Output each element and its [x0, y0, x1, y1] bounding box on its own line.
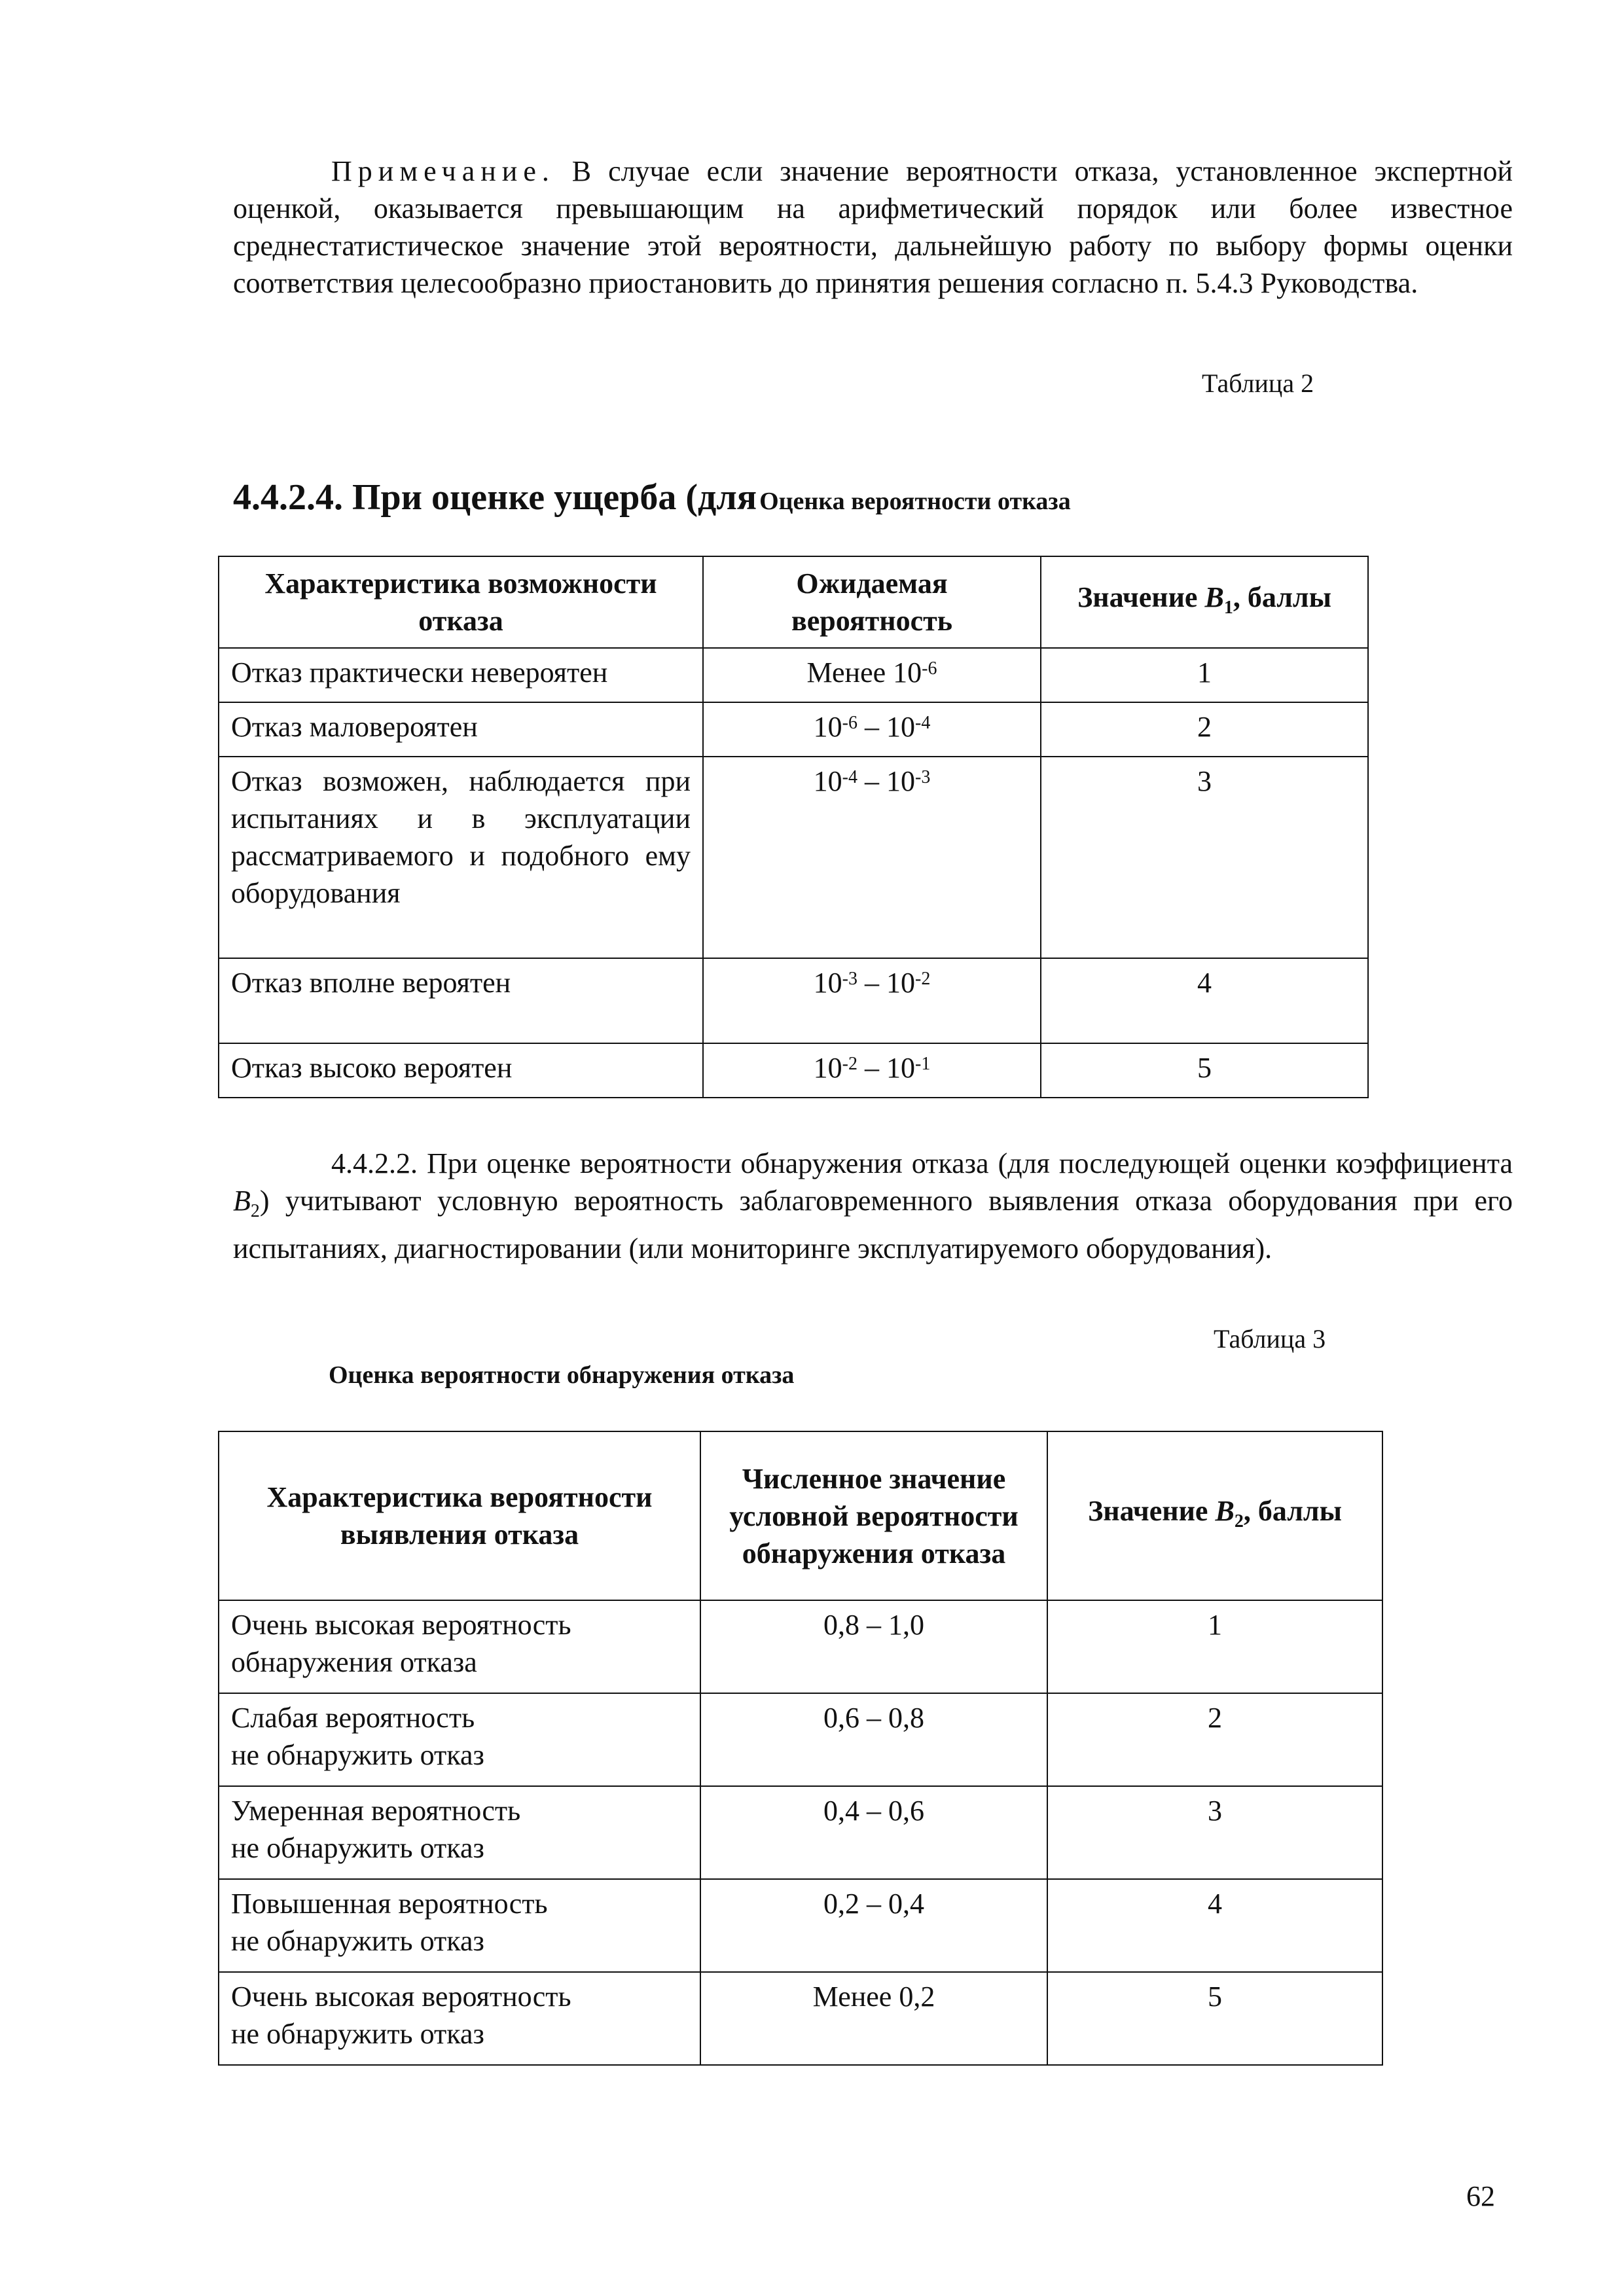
row-probability: $10^{-4} - 10^{-3}$ [703, 757, 1041, 958]
row-value: 0,6 – 0,8 [700, 1693, 1047, 1786]
table3-caption: Оценка вероятности обнаружения отказа [329, 1361, 795, 1389]
row-description: Отказ практически невероятен [219, 648, 703, 702]
table-row [219, 702, 1368, 757]
table2-header-probability: Ожидаемая вероятность [703, 556, 1041, 648]
table2-header-row [219, 556, 1368, 648]
row-description: Повышенная вероятность не обнаружить отказ [219, 1879, 700, 1972]
table-row [219, 1972, 1382, 2065]
table-row [219, 757, 1368, 958]
table-row [219, 1786, 1382, 1879]
table2-label: Таблица 2 [1202, 368, 1314, 398]
row-description: Отказ вполне вероятен [219, 958, 703, 1043]
table3-header-value: Численное значение условной вероятности обнаружения отказа [700, 1431, 1047, 1600]
row-score: 5 [1041, 1043, 1368, 1098]
row-description: Отказ маловероятен [219, 702, 703, 757]
row-description: Отказ высоко вероятен [219, 1043, 703, 1098]
note-label: Примечание. [331, 155, 555, 187]
row-score: 4 [1047, 1879, 1382, 1972]
row-description: Очень высокая вероятность не обнаружить отказ [219, 1972, 700, 2065]
table-row [219, 1043, 1368, 1098]
row-probability: $10^{-2} - 10^{-1}$ [703, 1043, 1041, 1098]
row-score: 2 [1047, 1693, 1382, 1786]
table2-header-characteristic: Характеристика возможности отказа [219, 556, 703, 648]
table2 [218, 556, 1369, 1098]
section-heading-fragment: 4.4.2.4. При оценке ущерба (для [233, 477, 757, 518]
table3 [218, 1431, 1383, 2066]
row-value: 0,8 – 1,0 [700, 1600, 1047, 1693]
row-score: 2 [1041, 702, 1368, 757]
row-probability: $10^{-6} - 10^{-4}$ [703, 702, 1041, 757]
row-score: 1 [1047, 1600, 1382, 1693]
row-value: 0,4 – 0,6 [700, 1786, 1047, 1879]
row-score: 4 [1041, 958, 1368, 1043]
table-row [219, 1693, 1382, 1786]
table3-header-row [219, 1431, 1382, 1600]
page-number: 62 [1466, 2180, 1495, 2212]
table2-heading-line [233, 476, 1071, 518]
row-description: Отказ возможен, наблюдается при испытаниях и в эксплуатации рассматриваемого и подобного ему оборудования [219, 757, 703, 958]
table3-header-score: Значение $B_2$, баллы [1047, 1431, 1382, 1600]
row-value: Менее 0,2 [700, 1972, 1047, 2065]
row-value: 0,2 – 0,4 [700, 1879, 1047, 1972]
row-score: 3 [1041, 757, 1368, 958]
table2-caption: Оценка вероятности отказа [759, 488, 1071, 515]
table-row [219, 1879, 1382, 1972]
table-row [219, 648, 1368, 702]
table-row [219, 958, 1368, 1043]
note-paragraph [233, 152, 1513, 302]
table2-header-score: Значение $B_1$, баллы [1041, 556, 1368, 648]
table-row [219, 1600, 1382, 1693]
table3-label: Таблица 3 [1214, 1324, 1326, 1354]
row-score: 3 [1047, 1786, 1382, 1879]
row-probability: $10^{-3} - 10^{-2}$ [703, 958, 1041, 1043]
note-text: В случае если значение вероятности отказа, установленное экспертной оценкой, оказывается превышающим на арифметический порядок или более известное среднестатистическое значение этой вероятности, дальнейшую работу по выбору формы оценки соответствия целесообразно приостановить до принятия решения согласно п. 5.4.3 Руководства. [233, 155, 1513, 299]
row-description: Слабая вероятность не обнаружить отказ [219, 1693, 700, 1786]
row-description: Очень высокая вероятность обнаружения отказа [219, 1600, 700, 1693]
row-score: 1 [1041, 648, 1368, 702]
table3-header-characteristic: Характеристика вероятности выявления отказа [219, 1431, 700, 1600]
row-description: Умеренная вероятность не обнаружить отказ [219, 1786, 700, 1879]
row-score: 5 [1047, 1972, 1382, 2065]
row-probability: Менее $10^{-6}$ [703, 648, 1041, 702]
paragraph-4422: 4.4.2.2. При оценке вероятности обнаружения отказа (для последующей оценки коэффициента $B_2$) учитывают условную вероятность заблаговременного выявления отказа оборудования при его испытаниях, диагностировании (или мониторинге эксплуатируемого оборудования). [233, 1147, 1513, 1265]
